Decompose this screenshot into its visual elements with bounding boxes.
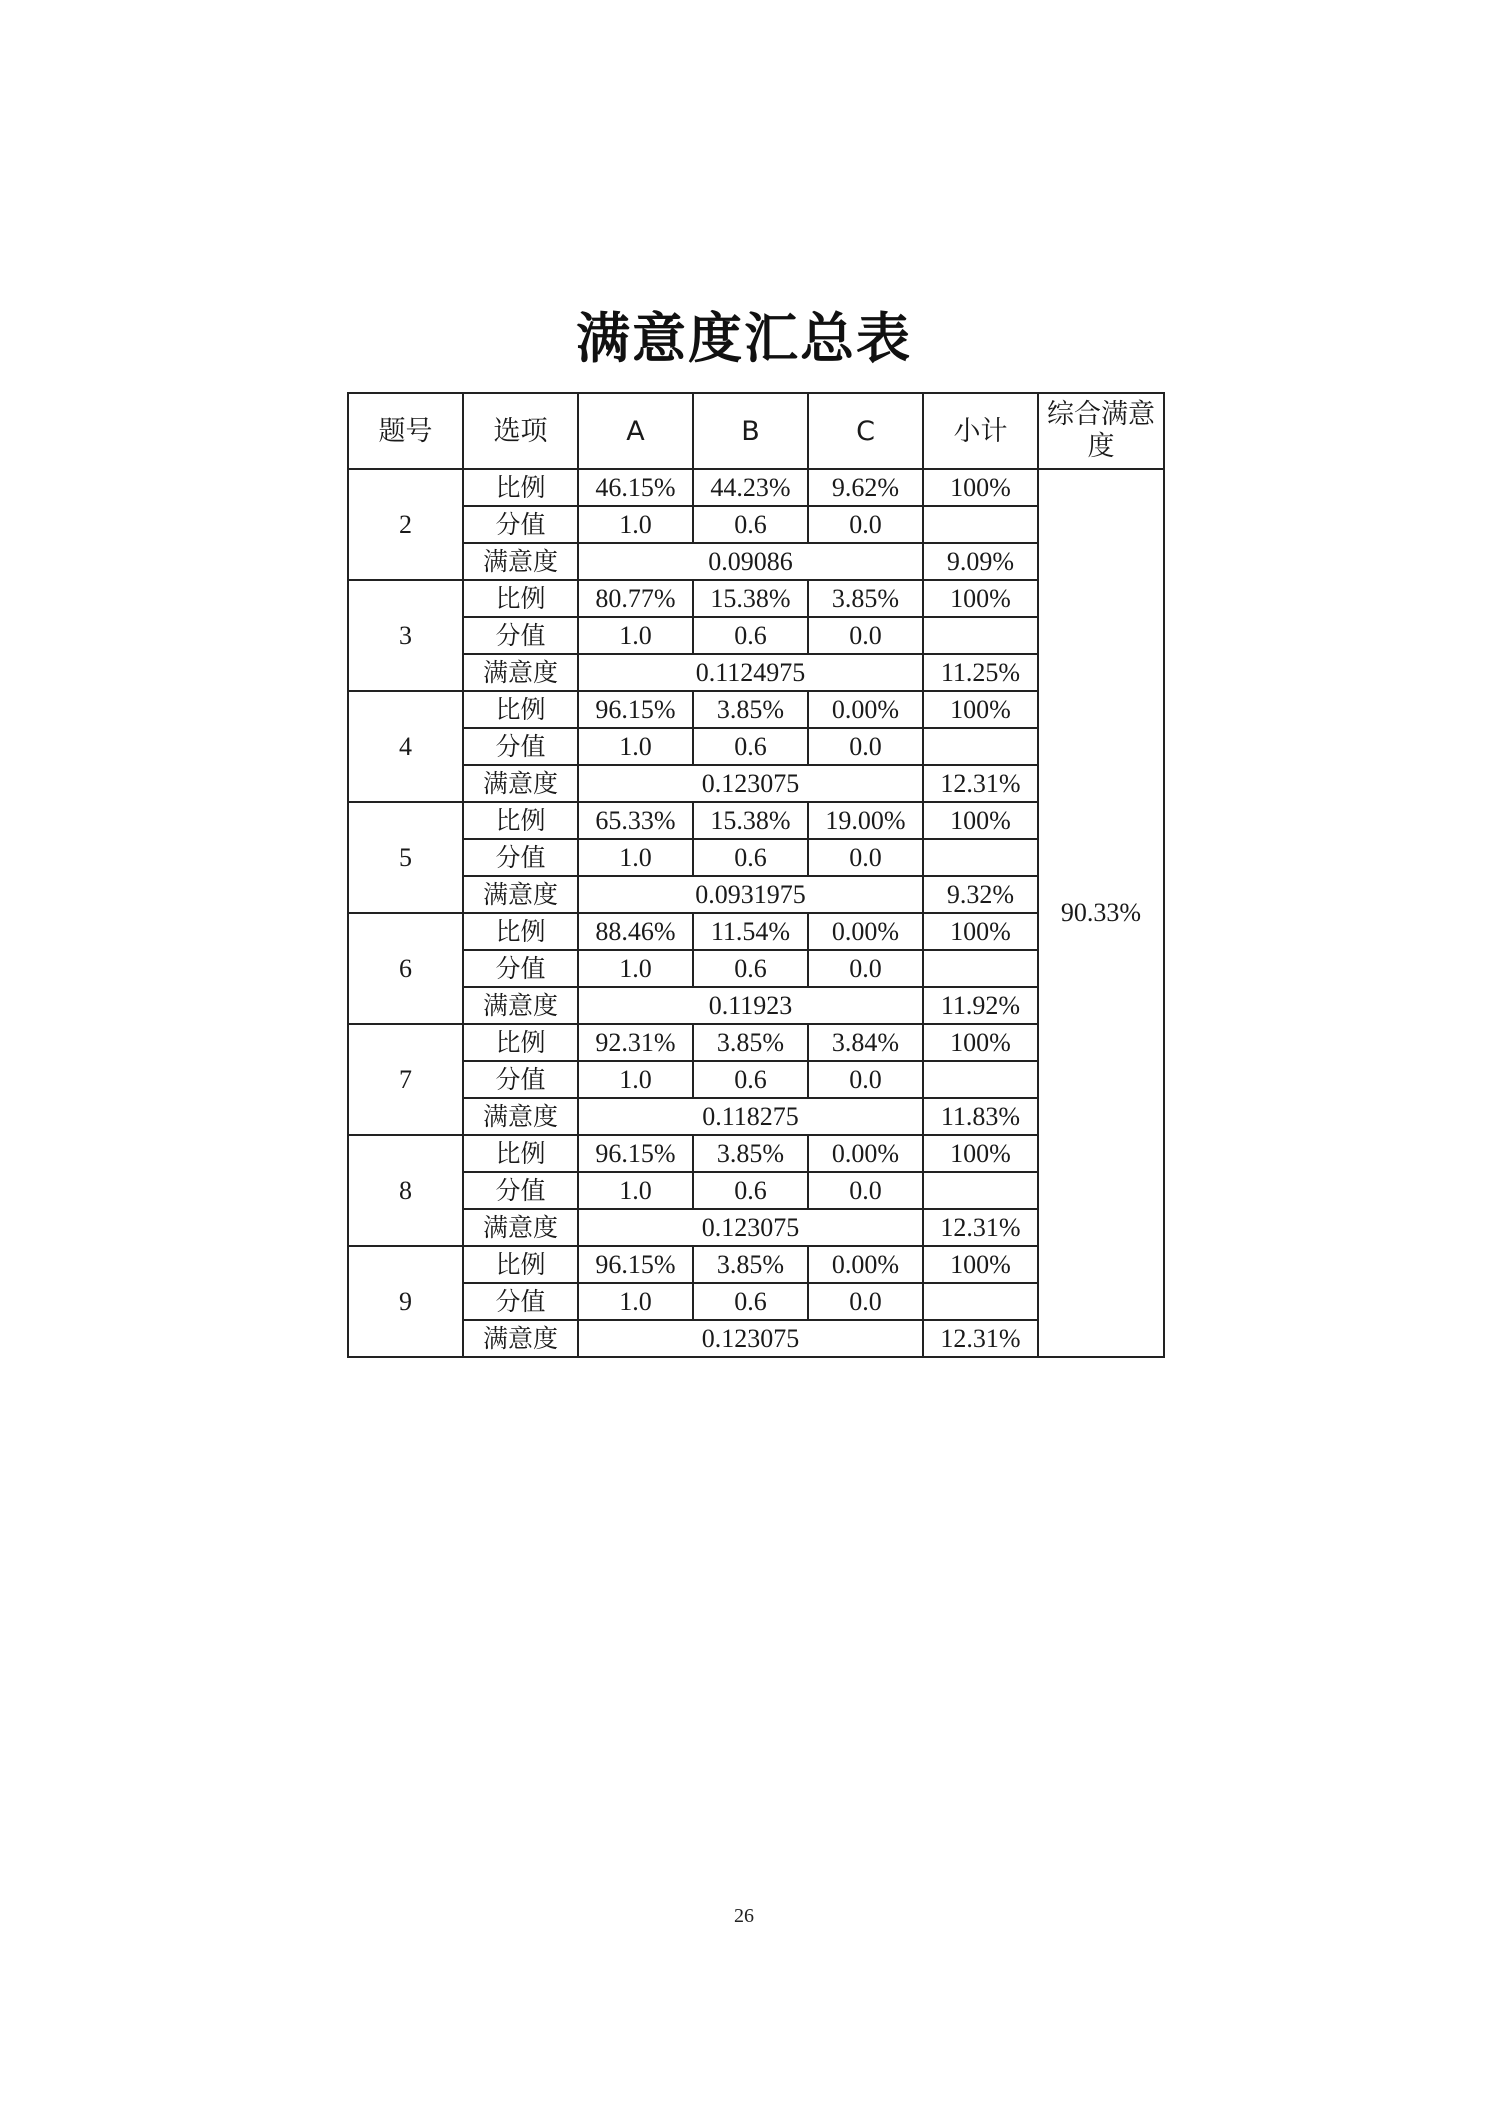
satisfaction-value: 0.123075	[578, 765, 923, 802]
ratio-a: 46.15%	[578, 469, 693, 506]
satisfaction-percent: 11.92%	[923, 987, 1038, 1024]
ratio-b: 3.85%	[693, 1246, 808, 1283]
ratio-total: 100%	[923, 469, 1038, 506]
ratio-b: 3.85%	[693, 691, 808, 728]
row-label-satisfaction: 满意度	[463, 765, 578, 802]
page-number: 26	[734, 1905, 754, 1927]
row-label-ratio: 比例	[463, 1135, 578, 1172]
question-number: 4	[348, 691, 463, 802]
score-a: 1.0	[578, 1283, 693, 1320]
satisfaction-value: 0.123075	[578, 1320, 923, 1357]
row-label-ratio: 比例	[463, 913, 578, 950]
satisfaction-summary-table	[347, 392, 1165, 1358]
row-label-satisfaction: 满意度	[463, 876, 578, 913]
score-a: 1.0	[578, 839, 693, 876]
row-label-satisfaction: 满意度	[463, 987, 578, 1024]
row-label-score: 分值	[463, 1172, 578, 1209]
score-c: 0.0	[808, 506, 923, 543]
ratio-total: 100%	[923, 802, 1038, 839]
ratio-b: 44.23%	[693, 469, 808, 506]
score-b: 0.6	[693, 839, 808, 876]
score-total	[923, 1061, 1038, 1098]
row-label-satisfaction: 满意度	[463, 654, 578, 691]
satisfaction-percent: 12.31%	[923, 1209, 1038, 1246]
satisfaction-percent: 12.31%	[923, 765, 1038, 802]
row-label-score: 分值	[463, 617, 578, 654]
score-a: 1.0	[578, 950, 693, 987]
row-label-score: 分值	[463, 839, 578, 876]
ratio-c: 0.00%	[808, 1246, 923, 1283]
score-c: 0.0	[808, 1172, 923, 1209]
score-c: 0.0	[808, 617, 923, 654]
satisfaction-value: 0.11923	[578, 987, 923, 1024]
overall-satisfaction-value: 90.33%	[1038, 469, 1164, 1357]
ratio-b: 3.85%	[693, 1024, 808, 1061]
ratio-c: 3.84%	[808, 1024, 923, 1061]
row-label-ratio: 比例	[463, 1024, 578, 1061]
score-b: 0.6	[693, 728, 808, 765]
satisfaction-value: 0.1124975	[578, 654, 923, 691]
score-total	[923, 617, 1038, 654]
score-c: 0.0	[808, 728, 923, 765]
score-total	[923, 839, 1038, 876]
score-c: 0.0	[808, 1283, 923, 1320]
question-number: 2	[348, 469, 463, 580]
score-total	[923, 1172, 1038, 1209]
score-total	[923, 1283, 1038, 1320]
row-label-score: 分值	[463, 506, 578, 543]
satisfaction-percent: 11.83%	[923, 1098, 1038, 1135]
ratio-c: 0.00%	[808, 691, 923, 728]
satisfaction-percent: 11.25%	[923, 654, 1038, 691]
score-c: 0.0	[808, 839, 923, 876]
ratio-c: 9.62%	[808, 469, 923, 506]
row-label-score: 分值	[463, 728, 578, 765]
row-label-score: 分值	[463, 950, 578, 987]
ratio-a: 96.15%	[578, 691, 693, 728]
score-b: 0.6	[693, 1283, 808, 1320]
row-label-score: 分值	[463, 1061, 578, 1098]
row-label-ratio: 比例	[463, 1246, 578, 1283]
row-label-ratio: 比例	[463, 691, 578, 728]
ratio-b: 11.54%	[693, 913, 808, 950]
satisfaction-value: 0.09086	[578, 543, 923, 580]
score-b: 0.6	[693, 1061, 808, 1098]
ratio-b: 15.38%	[693, 580, 808, 617]
row-label-ratio: 比例	[463, 802, 578, 839]
header-overall-satisfaction: 综合满意度	[1038, 393, 1164, 469]
ratio-total: 100%	[923, 691, 1038, 728]
ratio-a: 65.33%	[578, 802, 693, 839]
ratio-a: 96.15%	[578, 1246, 693, 1283]
ratio-a: 80.77%	[578, 580, 693, 617]
table-body	[348, 469, 1164, 1357]
header-subtotal: 小计	[923, 393, 1038, 469]
row-label-satisfaction: 满意度	[463, 1098, 578, 1135]
header-question-no: 题号	[348, 393, 463, 469]
score-c: 0.0	[808, 1061, 923, 1098]
satisfaction-value: 0.118275	[578, 1098, 923, 1135]
header-option: 选项	[463, 393, 578, 469]
ratio-b: 3.85%	[693, 1135, 808, 1172]
score-a: 1.0	[578, 617, 693, 654]
ratio-total: 100%	[923, 913, 1038, 950]
ratio-c: 19.00%	[808, 802, 923, 839]
score-b: 0.6	[693, 1172, 808, 1209]
table-row	[348, 469, 1164, 506]
ratio-total: 100%	[923, 1135, 1038, 1172]
header-a: A	[578, 393, 693, 469]
row-label-ratio: 比例	[463, 580, 578, 617]
satisfaction-percent: 9.32%	[923, 876, 1038, 913]
score-a: 1.0	[578, 1172, 693, 1209]
score-a: 1.0	[578, 506, 693, 543]
row-label-ratio: 比例	[463, 469, 578, 506]
score-b: 0.6	[693, 506, 808, 543]
score-total	[923, 506, 1038, 543]
ratio-a: 88.46%	[578, 913, 693, 950]
ratio-total: 100%	[923, 1246, 1038, 1283]
header-row	[348, 393, 1164, 469]
satisfaction-percent: 12.31%	[923, 1320, 1038, 1357]
score-a: 1.0	[578, 728, 693, 765]
question-number: 8	[348, 1135, 463, 1246]
question-number: 6	[348, 913, 463, 1024]
score-c: 0.0	[808, 950, 923, 987]
ratio-c: 0.00%	[808, 913, 923, 950]
satisfaction-value: 0.0931975	[578, 876, 923, 913]
score-total	[923, 950, 1038, 987]
ratio-b: 15.38%	[693, 802, 808, 839]
ratio-total: 100%	[923, 1024, 1038, 1061]
score-b: 0.6	[693, 950, 808, 987]
question-number: 9	[348, 1246, 463, 1357]
question-number: 7	[348, 1024, 463, 1135]
header-b: B	[693, 393, 808, 469]
ratio-total: 100%	[923, 580, 1038, 617]
header-c: C	[808, 393, 923, 469]
page-title: 满意度汇总表	[576, 306, 912, 370]
question-number: 3	[348, 580, 463, 691]
score-total	[923, 728, 1038, 765]
score-b: 0.6	[693, 617, 808, 654]
row-label-satisfaction: 满意度	[463, 1209, 578, 1246]
question-number: 5	[348, 802, 463, 913]
satisfaction-percent: 9.09%	[923, 543, 1038, 580]
ratio-c: 0.00%	[808, 1135, 923, 1172]
row-label-satisfaction: 满意度	[463, 543, 578, 580]
ratio-a: 92.31%	[578, 1024, 693, 1061]
row-label-score: 分值	[463, 1283, 578, 1320]
ratio-c: 3.85%	[808, 580, 923, 617]
score-a: 1.0	[578, 1061, 693, 1098]
row-label-satisfaction: 满意度	[463, 1320, 578, 1357]
satisfaction-value: 0.123075	[578, 1209, 923, 1246]
ratio-a: 96.15%	[578, 1135, 693, 1172]
